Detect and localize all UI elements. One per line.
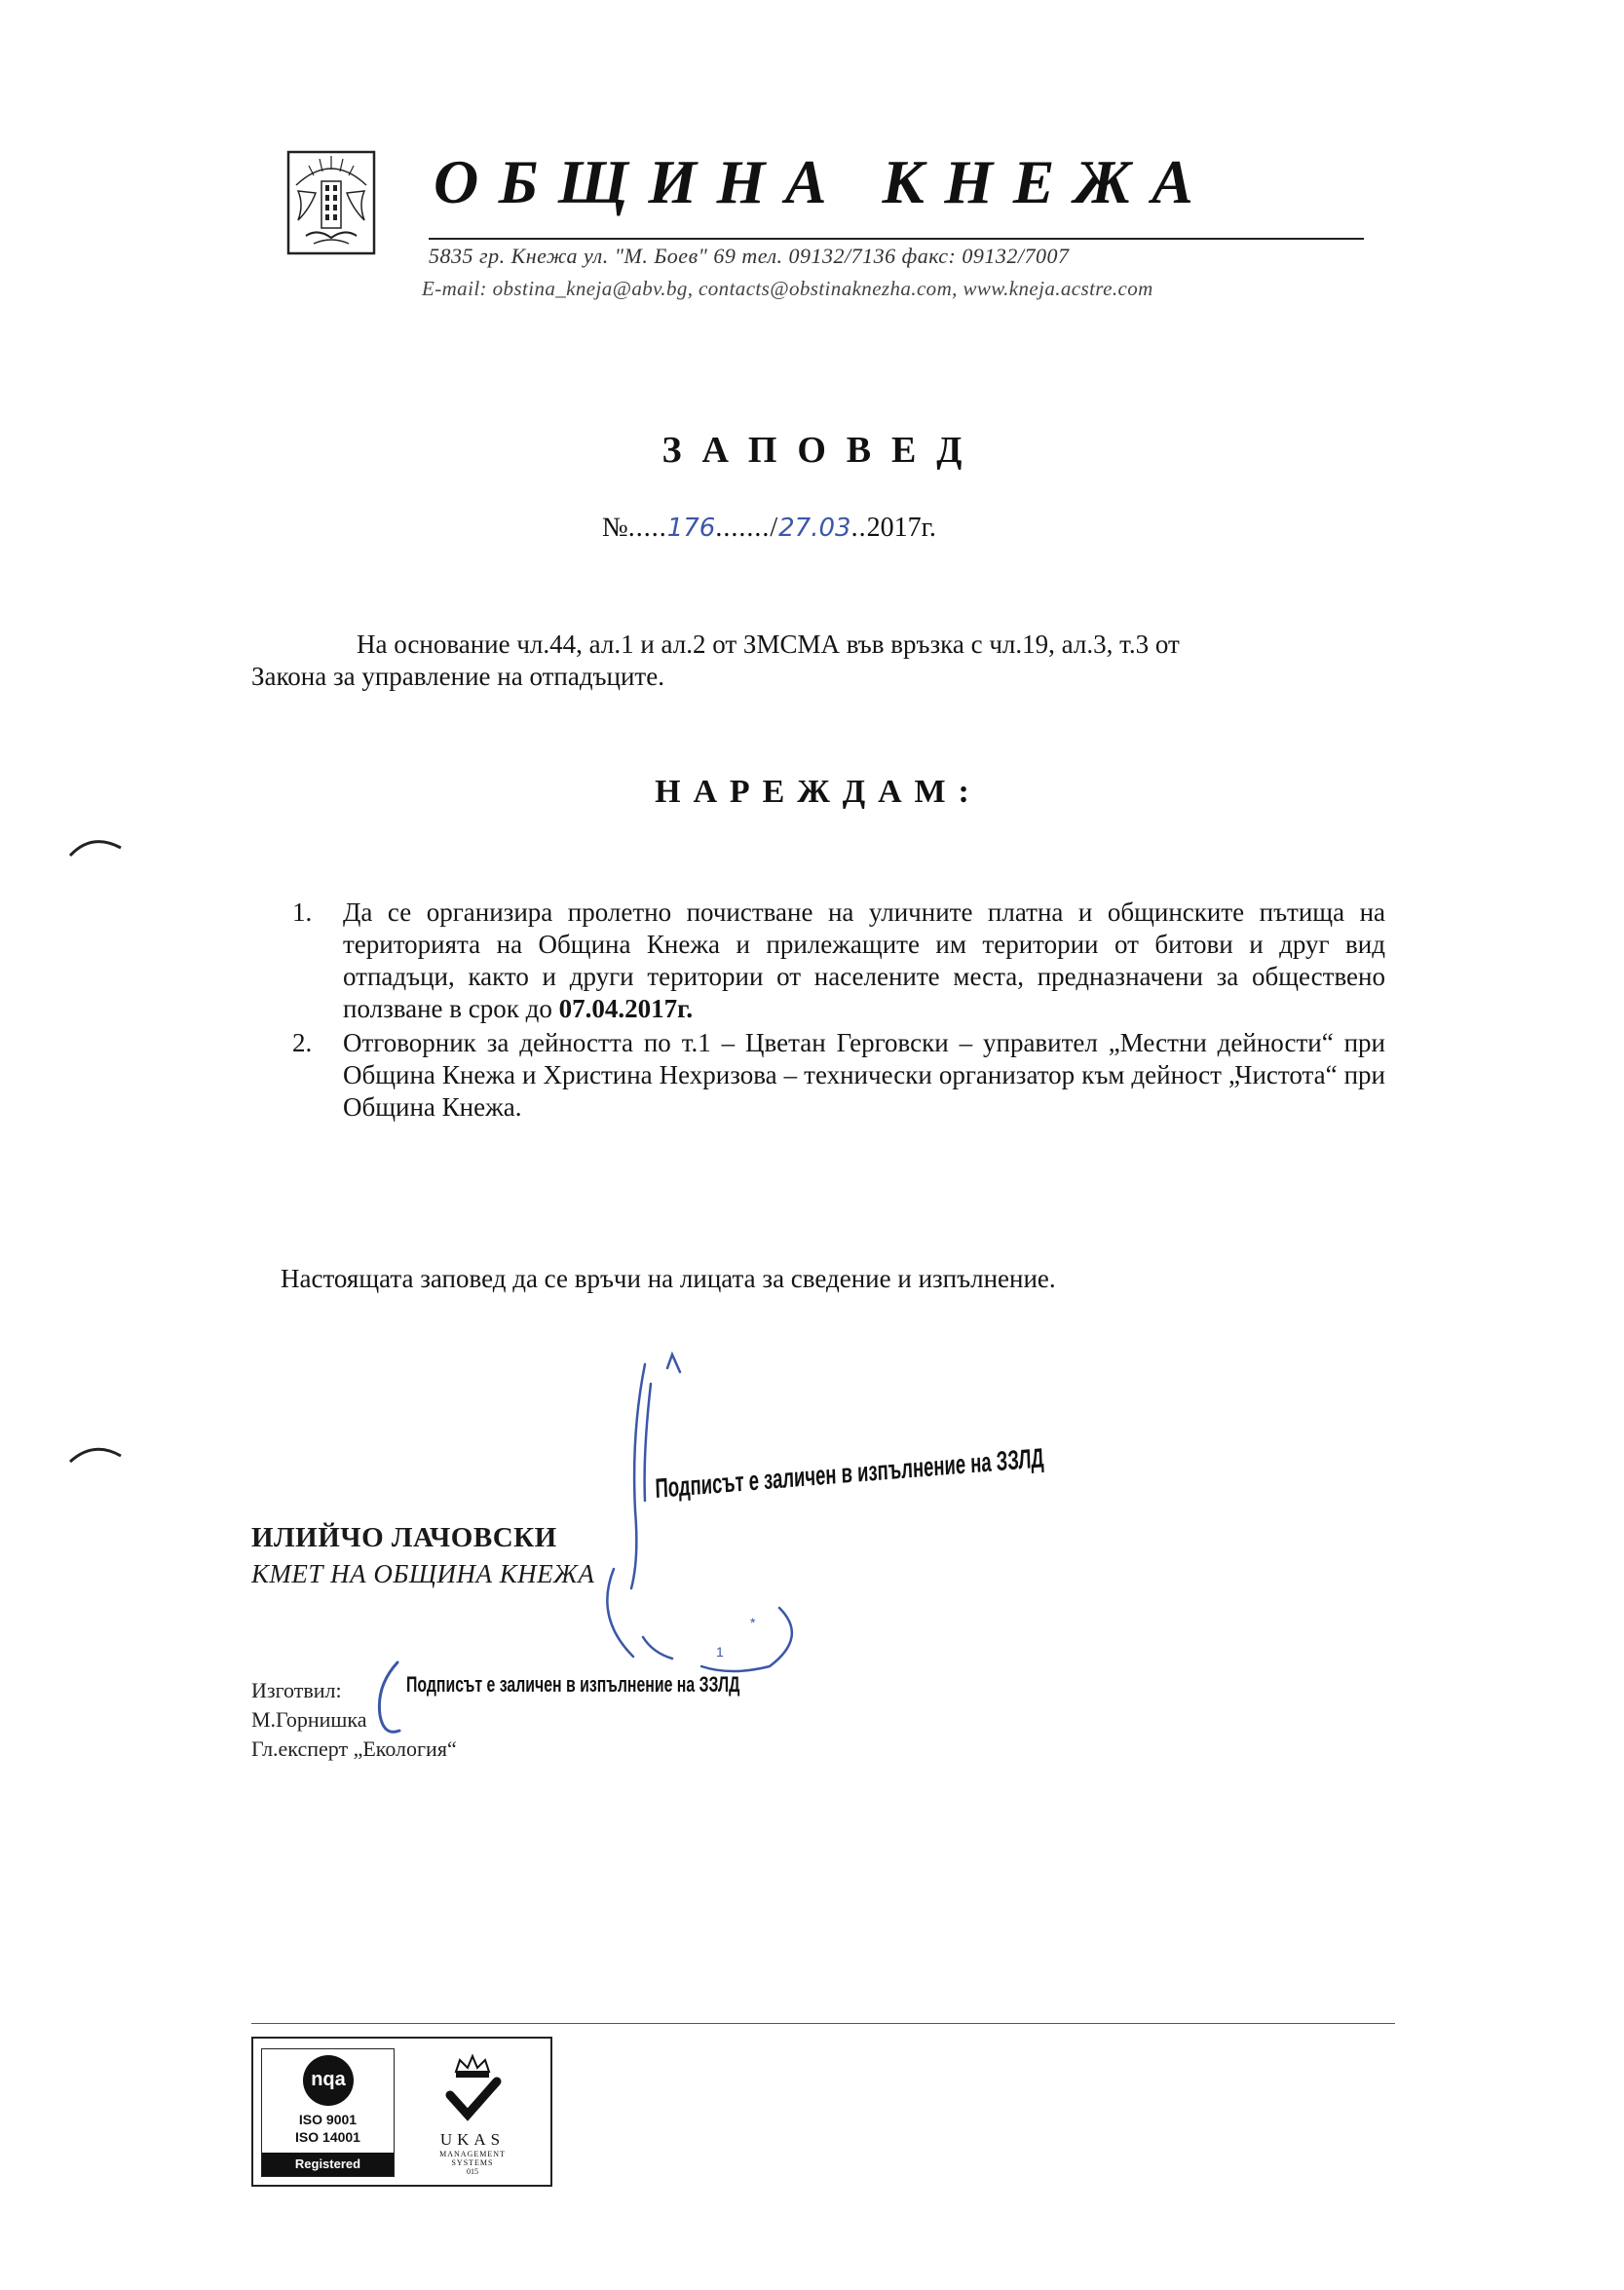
item-text: Отговорник за дейността по т.1 – Цветан Герговски – управител „Местни дейности“ при Община Кнежа и Христина Нехризова – технически организатор към дейност „Чистота“ при Община Кнежа. xyxy=(343,1028,1385,1122)
nqa-logo: nqa xyxy=(303,2055,354,2106)
header-divider xyxy=(429,238,1364,240)
signature-redacted-note: Подписът е заличен в изпълнение на ЗЗЛД xyxy=(655,1442,1045,1504)
margin-mark xyxy=(66,1436,125,1475)
municipality-crest-icon xyxy=(283,146,380,258)
prepared-by-name: М.Горнишка xyxy=(251,1707,367,1732)
item-number: 2. xyxy=(292,1028,313,1057)
crown-check-icon xyxy=(438,2052,507,2128)
official-stamp-icon xyxy=(575,1345,828,1676)
order-number-line: №.....176......./27.03..2017г. xyxy=(602,513,936,543)
municipality-title: ОБЩИНА КНЕЖА xyxy=(434,147,1214,216)
footer-divider xyxy=(251,2023,1395,2024)
svg-text:*: * xyxy=(750,1615,756,1630)
item-number: 1. xyxy=(292,897,313,927)
mayor-title: КМЕТ НА ОБЩИНА КНЕЖА xyxy=(251,1559,595,1588)
prepared-by-label: Изготвил: xyxy=(251,1678,342,1702)
ukas-subtitle-line-2: SYSTEMS xyxy=(451,2158,494,2167)
closing-sentence: Настоящата заповед да се връчи на лицата за сведение и изпълнение. xyxy=(281,1264,1056,1293)
preparer-signature-redacted-note: Подписът е заличен в изпълнение на ЗЗЛД xyxy=(406,1672,740,1697)
margin-mark xyxy=(66,826,125,865)
ukas-label: UKAS xyxy=(439,2130,506,2149)
item-text: Да се организира пролетно почистване на уличните платна и общинските пътища на територията на Община Кнежа и прилежащите им територии от битови и друг вид отпадъци, както и други територии от населените места, предназначени за обществено ползване в срок до xyxy=(343,897,1385,1023)
ukas-code: 015 xyxy=(467,2167,478,2176)
svg-text:1: 1 xyxy=(716,1644,724,1660)
certification-logos xyxy=(251,2037,552,2187)
handwritten-initial-icon xyxy=(370,1657,419,1744)
document-title: ЗАПОВЕД xyxy=(661,430,983,471)
ukas-subtitle-line-1: MANAGEMENT xyxy=(439,2150,506,2158)
decree-items-list xyxy=(292,897,1385,1126)
list-item xyxy=(292,1027,1385,1124)
registered-label: Registered xyxy=(262,2153,394,2176)
legal-basis-line-1: На основание чл.44, ал.1 и ал.2 от ЗМСМА във връзка с чл.19, ал.3, т.3 от xyxy=(357,630,1180,659)
iso-9001-label: ISO 9001 xyxy=(298,2112,358,2127)
legal-basis-line-2: Закона за управление на отпадъците. xyxy=(251,662,664,691)
mayor-name: ИЛИЙЧО ЛАЧОВСКИ xyxy=(251,1522,557,1553)
order-date-handwritten: 27.03 xyxy=(778,514,851,543)
prepared-by-position: Гл.експерт „Екология“ xyxy=(251,1737,457,1761)
ukas-subtitle xyxy=(404,2150,541,2167)
ukas-certification-badge xyxy=(404,2048,541,2175)
legal-basis-paragraph xyxy=(251,629,1383,693)
decree-heading: НАРЕЖДАМ: xyxy=(655,774,982,810)
iso-14001-label: ISO 14001 xyxy=(295,2129,360,2145)
order-number-handwritten: 176 xyxy=(666,514,716,543)
contacts-line: E-mail: obstina_kneja@abv.bg, contacts@obstinaknezha.com, www.kneja.acstre.com xyxy=(422,277,1153,300)
number-prefix: № xyxy=(602,513,628,543)
nqa-certification-badge xyxy=(261,2048,395,2177)
list-item xyxy=(292,897,1385,1025)
address-line: 5835 гр. Кнежа ул. "М. Боев" 69 тел. 09132/7136 факс: 09132/7007 xyxy=(429,244,1070,268)
order-year: 2017г. xyxy=(866,513,936,543)
item-deadline: 07.04.2017г. xyxy=(558,994,694,1023)
